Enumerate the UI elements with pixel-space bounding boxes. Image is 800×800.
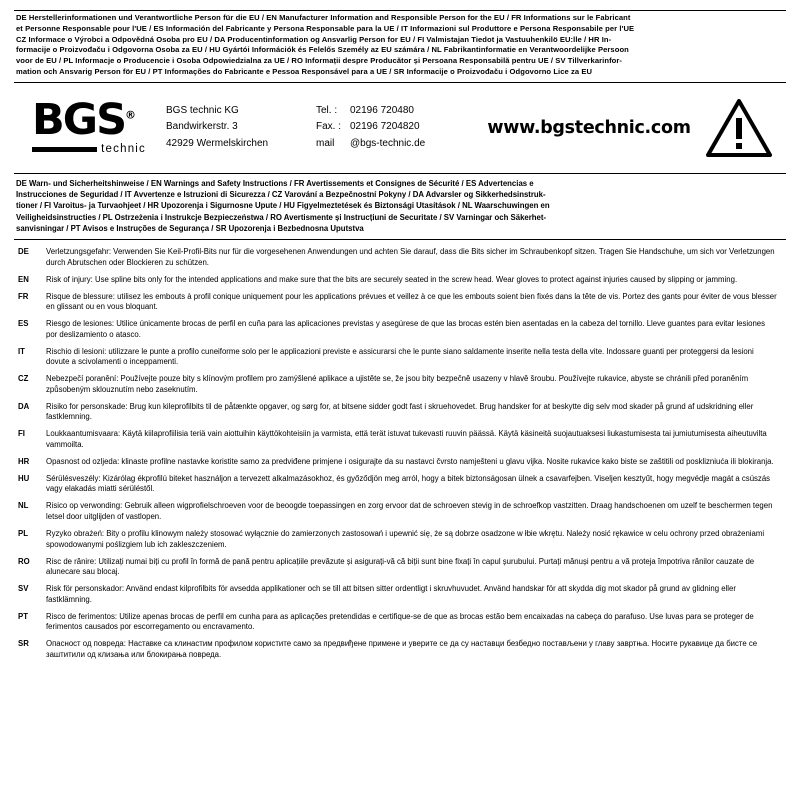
- instruction-text: Risc de rănire: Utilizați numai biți cu profil în formă de pană pentru aplicațiile prevăzute și asigurați-vă că biții sunt bine fixați în capul șurubului. Purtați mănuși pentru a vă proteja împotriva rănilor cauzate de alunecare sau blocaj.: [46, 556, 755, 577]
- instruction-text: Riesgo de lesiones: Utilice únicamente brocas de perfil en cuña para las aplicaciones previstas y asegúrese de que las brocas estén bien asentadas en la cabeza del tornillo. Lleve guantes para evitar lesiones por deslizamiento o atasco.: [46, 319, 766, 339]
- email-label: mail: [316, 137, 335, 149]
- instruction-row: [16, 501, 784, 522]
- instruction-text: Risk för personskador: Använd endast kilprofilbits för avsedda applikationer och se till att bitsen sitter ordentligt i skruvhuvudet. Använd handskar för att skydda dig mot skador på grund av glidning eller fastklämning.: [46, 584, 736, 604]
- company-contact: [316, 103, 486, 153]
- telephone-label: Tel. :: [316, 104, 338, 116]
- instruction-text: Opasnost od ozljeda: klinaste profilne nastavke koristite samo za predviđene primjene i osigurajte da su nastavci čvrsto namješteni u glavu vijka. Nosite rukavice kako biste se zaštitili od posklizniuća ili blokiranja.: [46, 456, 774, 466]
- logo-wordmark: [32, 95, 146, 146]
- bgs-logo: [18, 95, 146, 156]
- language-code: HR: [18, 456, 30, 466]
- safety-heading-line: tioner / FI Varoitus- ja Turvaohjeet / HR Upozorenja i Sigurnosne Upute / HU Figyelmeztetések és Biztonsági Utasítások / NL Waarschuwingen en: [16, 201, 550, 211]
- language-code: PT: [18, 611, 28, 621]
- language-code: SR: [18, 639, 29, 649]
- heading-line: et Personne Responsable pour l'UE / ES Información del Fabricante y Persona Responsable para la UE / IT Informazioni sul Produttore e Persona Responsabile per l'UE: [16, 23, 635, 33]
- company-street: Bandwirkerstr. 3: [166, 121, 238, 133]
- instruction-row: [16, 275, 784, 286]
- instruction-text: Nebezpečí poranění: Používejte pouze bity s klínovým profilem pro zamýšlené aplikace a ujistěte se, že jsou bity bezpečně usazeny v hlavě šroubu. Používejte rukavice, abyste se chránili před poraněním způsobeným sklouznutím nebo zaseknutím.: [46, 374, 749, 394]
- company-address: [146, 103, 316, 153]
- heading-line: CZ Informace o Výrobci a Odpovědná Osoba pro EU / DA Producentinformation og Ansvarlig Person for EU / FI Valmistajan Tiedot ja Vastuuhenkilö EU:lle / HR In-: [16, 34, 612, 44]
- language-code: FI: [18, 429, 25, 439]
- instruction-row: [16, 584, 784, 605]
- company-block: [14, 83, 786, 173]
- safety-heading-line: Veiligheidsinstructies / PL Ostrzeżenia i Instrukcje Bezpieczeństwa / RO Avertismente și Instrucțiuni de Securitate / SV Varningar och Säkerhet-: [16, 212, 547, 222]
- language-code: PL: [18, 528, 28, 538]
- logo-bar: [32, 147, 97, 152]
- language-code: IT: [18, 346, 25, 356]
- telephone-value: 02196 720480: [350, 104, 414, 116]
- fax-value: 02196 7204820: [350, 121, 420, 133]
- telephone-row: [316, 103, 486, 120]
- language-code: FR: [18, 291, 29, 301]
- safety-instructions-heading: [14, 174, 786, 239]
- language-code: RO: [18, 556, 30, 566]
- instruction-text: Risk of injury: Use spline bits only for the intended applications and make sure that the bits are securely seated in the screw head. Wear gloves to protect against injuries caused by slipping or jamming.: [46, 274, 738, 284]
- logo-text: BGS: [32, 95, 126, 146]
- instruction-text: Опасност од повреда: Наставке са клинастим профилом користите само за предвиђене примене и уверите се да су наставци безбедно постављени у главу завртња. Носите рукавице да бисте се заштитили од клизања или блокирања повреда.: [46, 639, 758, 659]
- safety-heading-line: sanvisningar / PT Avisos e Instruções de Segurança / SR Upozorenja i Bezbednosna Uputstva: [16, 223, 364, 233]
- instruction-text: Rischio di lesioni: utilizzare le punte a profilo cuneiforme solo per le applicazioni previste e assicurarsi che le punte siano saldamente inserite nella testa della vite. Indossare guanti per proteggersi da lesioni dovute a scivolamenti o inceppamenti.: [46, 346, 754, 367]
- instruction-text: Ryzyko obrażeń: Bity o profilu klinowym należy stosować wyłącznie do zamierzonych zastosowań i upewnić się, że są dobrze osadzone w łbie wkrętu. Należy nosić rękawice w celu ochrony przed obrażeniami spowodowanymi poślizgiem lub ich zakleszczeniem.: [46, 528, 765, 549]
- logo-technic-text: technic: [101, 143, 146, 156]
- instruction-text: Risico op verwonding: Gebruik alleen wigprofielschroeven voor de beoogde toepassingen en zorg ervoor dat de schroeven stevig in de schroefkop vastzitten. Draag handschoenen om uzelf te beschermen tegen letsel door uitglijden of vastlopen.: [46, 501, 773, 521]
- email-row: [316, 136, 486, 153]
- instruction-row: [16, 347, 784, 368]
- company-city: 42929 Wermelskirchen: [166, 137, 269, 149]
- instruction-row: [16, 457, 784, 468]
- language-code: NL: [18, 501, 29, 511]
- fax-row: [316, 119, 486, 136]
- instruction-row: [16, 374, 784, 395]
- instruction-text: Loukkaantumisvaara: Käytä kiilaprofiilisia teriä vain aiottuihin käyttökohteisiin ja varmista, että terät istuvat tukevasti ruuvin päässä. Käytä käsineitä suojautuaksesi liukastumisesta tai jumiutumisesta aiheutuvilta vammoilta.: [46, 429, 767, 449]
- manufacturer-info-heading: [14, 11, 786, 82]
- instruction-text: Risco de ferimentos: Utilize apenas brocas de perfil em cunha para as aplicações pretendidas e certifique-se de que as brocas estão bem encaixadas na cabeça do parafuso. Use luvas para se proteger de ferimentos causados por escorregamento ou encravamento.: [46, 611, 754, 632]
- company-name: BGS technic KG: [166, 104, 239, 116]
- instruction-row: [16, 402, 784, 423]
- registered-mark: ®: [125, 108, 137, 122]
- heading-line: formacije o Proizvođaču i Odgovorna Osoba za EU / HU Gyártói Információk és Felelős Személy az EU számára / NL Fabrikantinformatie en Verantwoordelijke Persoon: [16, 45, 629, 55]
- instruction-row: [16, 474, 784, 495]
- heading-line: mation och Ansvarig Person för EU / PT Informações do Fabricante e Pessoa Responsável para a UE / SR Informacije o Proizvođaču i Odgovorno Lice za EU: [16, 66, 593, 76]
- instruction-row: [16, 557, 784, 578]
- instruction-row: [16, 429, 784, 450]
- instruction-text: Risque de blessure: utilisez les embouts à profil conique uniquement pour les applications prévues et veillez à ce que les embouts soient bien fixés dans la tête de vis. Portez des gants pour éviter de vous blesser en glissant ou en vous bloquant.: [46, 291, 777, 312]
- instruction-row: [16, 319, 784, 340]
- safety-heading-line: Instrucciones de Seguridad / IT Avvertenze e Istruzioni di Sicurezza / CZ Varování a Bezpečnostní Pokyny / DA Advarsler og Sikkerhedsinstruk-: [16, 189, 546, 199]
- instruction-text: Risiko for personskade: Brug kun kileprofilbits til de påtænkte opgaver, og sørg for, at bitsene sidder godt fast i skruehovedet. Brug handsker for at beskytte dig selv mod skader på grund af udskridning eller fastklemning.: [46, 401, 754, 422]
- language-code: EN: [18, 274, 29, 284]
- instruction-text: Verletzungsgefahr: Verwenden Sie Keil-Profil-Bits nur für die vorgesehenen Anwendungen und achten Sie darauf, dass die Bits sicher im Schraubenkopf sitzen. Tragen Sie Handschuhe, um sich vor Verletzungen durch Abrutschen oder Blockieren zu schützen.: [46, 247, 775, 267]
- instruction-text: Sérülésveszély: Kizárólag ékprofilú biteket használjon a tervezett alkalmazásokhoz, és győződjön meg arról, hogy a bitek biztonságosan ülnek a csavarfejben. Viseljen kesztyűt, hogy megvédje magát a csúszás vagy elakadás miatti sérüléstől.: [46, 473, 771, 494]
- email-value: @bgs-technic.de: [350, 137, 426, 149]
- language-code: ES: [18, 319, 29, 329]
- instruction-row: [16, 247, 784, 268]
- language-code: CZ: [18, 374, 29, 384]
- instruction-row: [16, 529, 784, 550]
- language-code: DA: [18, 401, 30, 411]
- heading-line: voor de EU / PL Informacje o Producencie i Osoba Odpowiedzialna za UE / RO Informații despre Producător și Persoana Responsabilă pentru UE / SV Tillverkarinfor-: [16, 56, 623, 66]
- instruction-row: [16, 639, 784, 660]
- fax-label: Fax. :: [316, 121, 342, 133]
- language-code: DE: [18, 247, 29, 257]
- language-code: SV: [18, 584, 29, 594]
- instruction-row: [16, 612, 784, 633]
- website-link[interactable]: www.bgstechnic.com: [487, 117, 691, 138]
- heading-line: DE Herstellerinformationen und Verantwortliche Person für die EU / EN Manufacturer Information and Responsible Person for the EU / FR Informations sur le Fabricant: [16, 13, 631, 22]
- safety-heading-line: DE Warn- und Sicherheitshinweise / EN Warnings and Safety Instructions / FR Avertissements et Consignes de Sécurité / ES Advertencias e: [16, 178, 534, 188]
- warning-triangle-icon: [692, 99, 782, 157]
- instructions-list: [14, 240, 786, 660]
- language-code: HU: [18, 473, 30, 483]
- instruction-row: [16, 292, 784, 313]
